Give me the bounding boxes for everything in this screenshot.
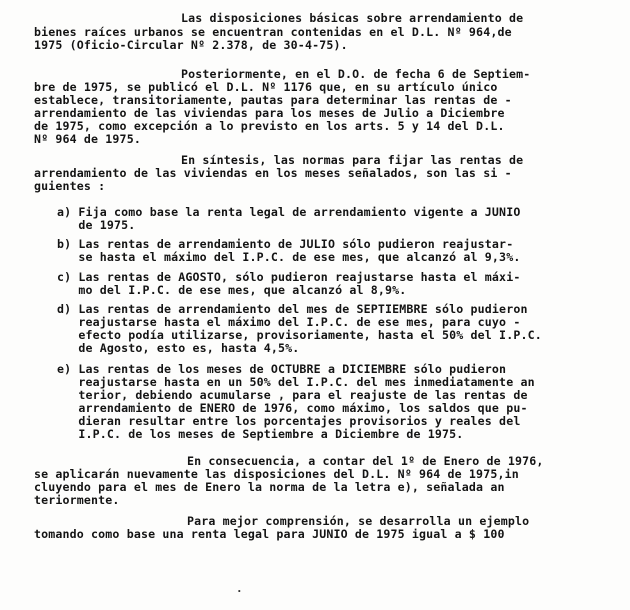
list-item-e: reajustarse hasta en un 50% del I.P.C. del mes inmediatamente an <box>57 375 535 389</box>
list-item-a: de 1975. <box>57 218 136 232</box>
text-line: Las disposiciones básicas sobre arrendamiento de <box>181 11 524 25</box>
scan-speck: . <box>236 582 243 595</box>
list-item-e: terior, debiendo acumularse , para el reajuste de las rentas de <box>57 388 528 402</box>
list-item-b: se hasta el máximo del I.P.C. de ese mes, que alcanzó al 9,3%. <box>57 250 521 264</box>
text-line: arrendamiento de las viviendas para los meses de Julio a Diciembre <box>34 106 505 120</box>
text-line: En síntesis, las normas para fijar las rentas de <box>181 153 524 167</box>
text-line: guientes : <box>34 179 106 193</box>
text-line: Posteriormente, en el D.O. de fecha 6 de Septiem- <box>181 67 531 81</box>
list-item-e: I.P.C. de los meses de Septiembre a Diciembre de 1975. <box>57 427 464 441</box>
text-line: teriormente. <box>34 493 120 507</box>
text-line: bre de 1975, se publicó el D.L. Nº 1176 que, en su artículo único <box>34 80 498 94</box>
list-item-d: de Agosto, esto es, hasta 4,5%. <box>57 341 300 355</box>
list-item-d: reajustarse hasta el máximo del I.P.C. de ese mes, para cuyo - <box>57 315 521 329</box>
list-item-c: mo del I.P.C. de ese mes, que alcanzó al 8,9%. <box>57 283 407 297</box>
text-line: 1975 (Oficio-Circular Nº 2.378, de 30-4-75). <box>34 38 348 52</box>
text-line: establece, transitoriamente, pautas para determinar las rentas de - <box>34 93 512 107</box>
list-item-a: a) Fija como base la renta legal de arrendamiento vigente a JUNIO <box>57 205 521 219</box>
list-item-e: dieran resultar entre los porcentajes provisorios y reales del <box>57 414 521 428</box>
text-line: tomando como base una renta legal para JUNIO de 1975 igual a $ 100 <box>34 527 505 541</box>
text-line: En consecuencia, a contar del 1º de Enero de 1976, <box>187 454 544 468</box>
text-line: de 1975, como excepción a lo previsto en los arts. 5 y 14 del D.L. <box>34 119 505 133</box>
list-item-b: b) Las rentas de arrendamiento de JULIO sólo pudieron reajustar- <box>57 237 514 251</box>
text-line: se aplicarán nuevamente las disposiciones del D.L. Nº 964 de 1975,in <box>34 467 519 481</box>
list-item-e: arrendamiento de ENERO de 1976, como máximo, los saldos que pu- <box>57 401 528 415</box>
text-line: bienes raíces urbanos se encuentran contenidas en el D.L. Nº 964,de <box>34 25 512 39</box>
text-line: Para mejor comprensión, se desarrolla un ejemplo <box>187 514 530 528</box>
text-line: cluyendo para el mes de Enero la norma de la letra e), señalada an <box>34 480 505 494</box>
list-item-c: c) Las rentas de AGOSTO, sólo pudieron reajustarse hasta el máxi- <box>57 270 521 284</box>
text-line: Nº 964 de 1975. <box>34 132 141 146</box>
list-item-d: d) Las rentas de arrendamiento del mes de SEPTIEMBRE sólo pudieron <box>57 302 528 316</box>
list-item-d: efecto podía utilizarse, provisoriamente, hasta el 50% del I.P.C. <box>57 328 542 342</box>
text-line: arrendamiento de las viviendas en los meses señalados, son las si - <box>34 166 512 180</box>
list-item-e: e) Las rentas de los meses de OCTUBRE a DICIEMBRE sólo pudieron <box>57 362 507 376</box>
